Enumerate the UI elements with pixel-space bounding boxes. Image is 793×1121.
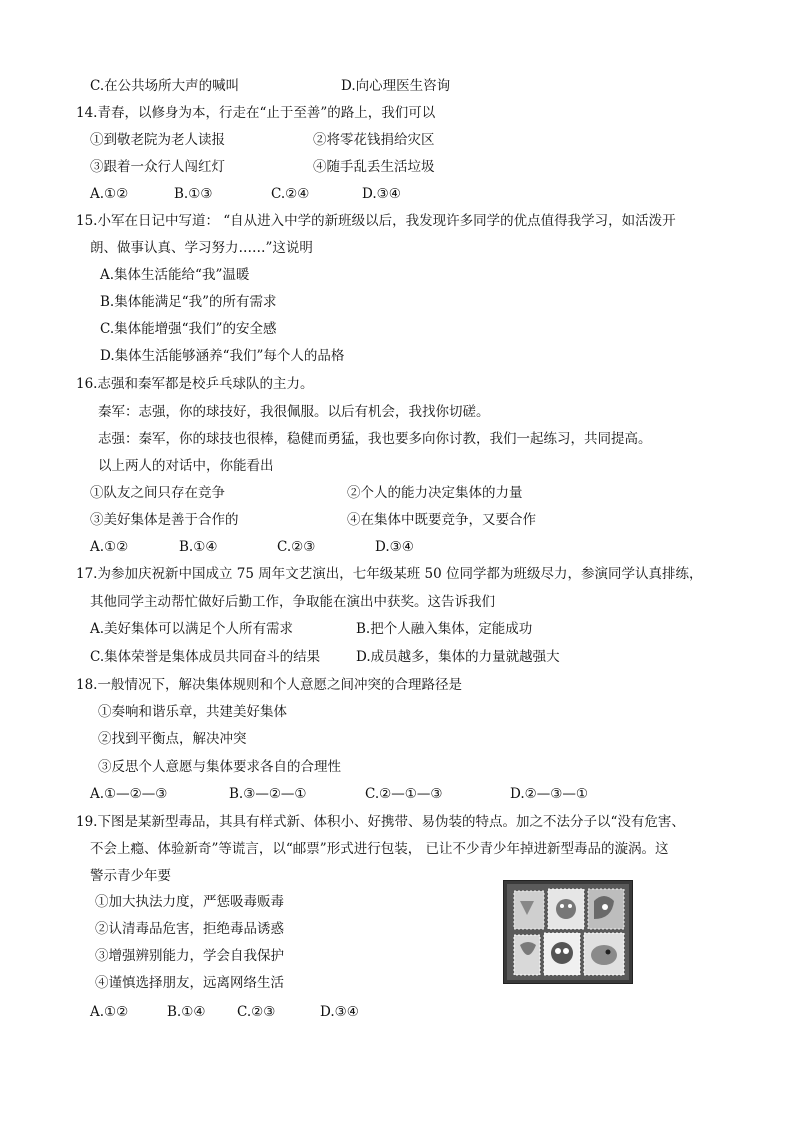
q16-item-4: ④在集体中既要竞争，又要合作 xyxy=(347,512,536,528)
q19-item-3: ③增强辨别能力，学会自我保护 xyxy=(95,948,284,964)
q16-option-c: C.②③ xyxy=(277,539,316,555)
q16-stem: 16.志强和秦军都是校乒乓球队的主力。 xyxy=(76,376,314,392)
q15-option-c: C.集体能增强“我们”的安全感 xyxy=(100,321,277,337)
q14-item-3: ③跟着一众行人闯红灯 xyxy=(90,159,225,175)
q15-option-d: D.集体生活能够涵养“我们”每个人的品格 xyxy=(100,348,345,364)
q16-dialog-1: 秦军：志强，你的球技好，我很佩服。以后有机会，我找你切磋。 xyxy=(98,404,490,420)
q18-item-1: ①奏响和谐乐章，共建美好集体 xyxy=(98,704,287,720)
q14-option-d: D.③④ xyxy=(362,186,401,202)
q17-stem-line1: 17.为参加庆祝新中国成立 75 周年文艺演出，七年级某班 50 位同学都为班级尽力，参演同学认真排练， xyxy=(76,566,703,582)
q18-option-b: B.③—②—① xyxy=(229,786,307,802)
q17-option-a: A.美好集体可以满足个人所有需求 xyxy=(90,621,294,637)
drug-stamp-photo xyxy=(503,880,633,984)
q19-item-1: ①加大执法力度，严惩吸毒贩毒 xyxy=(95,894,284,910)
q19-stem-line2: 不会上瘾、体验新奇”等谎言，以“邮票”形式进行包装， 已让不少青少年掉进新型毒品的漩涡。这 xyxy=(90,841,669,857)
q16-item-2: ②个人的能力决定集体的力量 xyxy=(347,485,523,501)
q14-item-2: ②将零花钱捐给灾区 xyxy=(313,132,435,148)
q19-stem-line3: 警示青少年要 xyxy=(90,868,171,884)
q16-option-d: D.③④ xyxy=(375,539,414,555)
q19-option-c: C.②③ xyxy=(237,1004,276,1020)
q19-option-b: B.①④ xyxy=(167,1004,206,1020)
q14-stem: 14.青春，以修身为本，行走在“止于至善”的路上，我们可以 xyxy=(76,105,436,121)
q17-option-b: B.把个人融入集体，定能成功 xyxy=(356,621,533,637)
q18-option-c: C.②—①—③ xyxy=(365,786,443,802)
q16-dialog-2: 志强：秦军，你的球技也很棒，稳健而勇猛，我也要多向你讨教，我们一起练习，共同提高。 xyxy=(98,431,652,447)
q17-option-d: D.成员越多，集体的力量就越强大 xyxy=(356,649,560,665)
q18-option-d: D.②—③—① xyxy=(510,786,588,802)
q13-option-d: D.向心理医生咨询 xyxy=(341,78,451,94)
q19-option-d: D.③④ xyxy=(320,1004,359,1020)
q14-item-1: ①到敬老院为老人读报 xyxy=(90,132,225,148)
q18-item-2: ②找到平衡点，解决冲突 xyxy=(98,731,247,747)
q16-item-3: ③美好集体是善于合作的 xyxy=(90,512,239,528)
q16-option-a: A.①② xyxy=(90,539,129,555)
q19-option-a: A.①② xyxy=(90,1004,129,1020)
q18-option-a: A.①—②—③ xyxy=(90,786,168,802)
q19-item-4: ④谨慎选择朋友，远离网络生活 xyxy=(95,975,284,991)
q15-option-a: A.集体生活能给“我”温暖 xyxy=(100,267,250,283)
q15-stem-line1: 15.小军在日记中写道： “自从进入中学的新班级以后，我发现许多同学的优点值得我学习，如活泼开 xyxy=(76,213,676,229)
q16-prompt: 以上两人的对话中，你能看出 xyxy=(98,458,274,474)
q16-option-b: B.①④ xyxy=(179,539,218,555)
q19-stem-line1: 19.下图是某新型毒品，其具有样式新、体积小、好携带、易伪装的特点。加之不法分子以“没有危害、 xyxy=(76,814,685,830)
q18-stem: 18.一般情况下，解决集体规则和个人意愿之间冲突的合理路径是 xyxy=(76,677,462,693)
q14-option-b: B.①③ xyxy=(174,186,213,202)
q19-item-2: ②认清毒品危害，拒绝毒品诱惑 xyxy=(95,921,284,937)
stamp-sheet-image xyxy=(504,881,632,983)
q14-item-4: ④随手乱丢生活垃圾 xyxy=(313,159,435,175)
q13-option-c: C.在公共场所大声的喊叫 xyxy=(90,78,240,94)
q15-option-b: B.集体能满足“我”的所有需求 xyxy=(100,294,277,310)
q16-item-1: ①队友之间只存在竞争 xyxy=(90,485,225,501)
q18-item-3: ③反思个人意愿与集体要求各自的合理性 xyxy=(98,759,341,775)
q14-option-a: A.①② xyxy=(90,186,129,202)
q17-option-c: C.集体荣誉是集体成员共同奋斗的结果 xyxy=(90,649,321,665)
q14-option-c: C.②④ xyxy=(271,186,310,202)
q17-stem-line2: 其他同学主动帮忙做好后勤工作，争取能在演出中获奖。这告诉我们 xyxy=(90,594,495,610)
q15-stem-line2: 朗、做事认真、学习努力……”这说明 xyxy=(90,240,313,256)
